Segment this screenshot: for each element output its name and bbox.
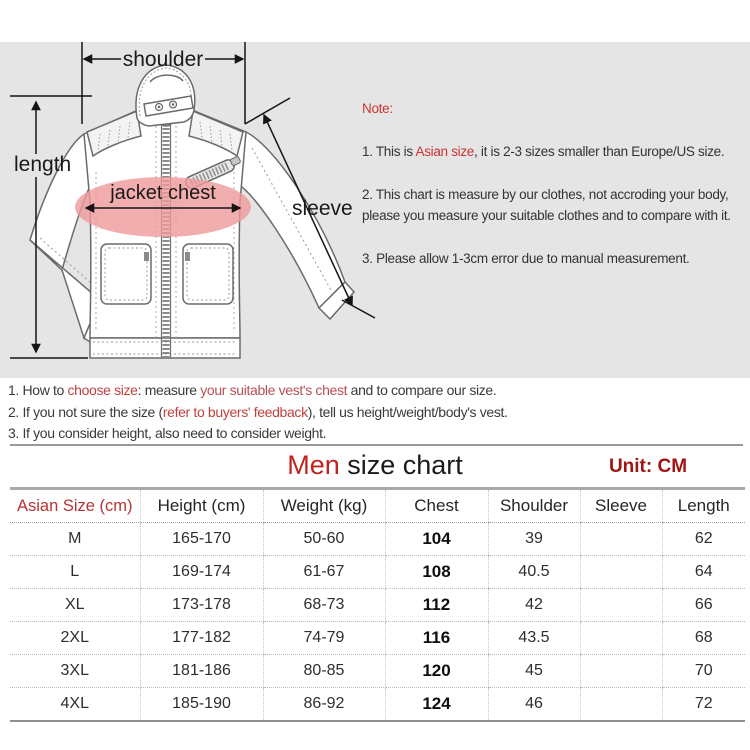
note-block	[362, 98, 746, 269]
cell-shoulder: 42	[488, 589, 580, 622]
cell-length: 72	[662, 688, 745, 722]
cell-height: 173-178	[140, 589, 263, 622]
cell-weight: 80-85	[263, 655, 385, 688]
column-header-length: Length	[662, 489, 745, 523]
column-header-weight: Weight (kg)	[263, 489, 385, 523]
cell-height: 169-174	[140, 556, 263, 589]
note-item-1-suffix: , it is 2-3 sizes smaller than Europe/US size.	[474, 144, 725, 159]
cell-chest: 104	[385, 523, 488, 556]
tips-item-1-seg1: 1. How to	[8, 382, 68, 398]
size-chart-table	[10, 487, 745, 722]
cell-weight: 68-73	[263, 589, 385, 622]
sleeve-label: sleeve	[292, 197, 353, 220]
header-row	[10, 489, 745, 523]
note-item-2-line2: please you measure your suitable clothes and to compare with it.	[362, 208, 731, 223]
cell-length: 70	[662, 655, 745, 688]
cell-chest: 120	[385, 655, 488, 688]
note-item-1-text: 1. This is	[362, 144, 416, 159]
cell-size: XL	[10, 589, 140, 622]
cell-size: 3XL	[10, 655, 140, 688]
cell-sleeve	[580, 523, 662, 556]
cell-length: 62	[662, 523, 745, 556]
cell-size: 4XL	[60, 695, 89, 712]
length-label: length	[14, 153, 72, 176]
tips-item-2-seg2: refer to buyers' feedback	[162, 403, 308, 420]
cell-size: L	[10, 556, 140, 589]
column-header-chest: Chest	[385, 489, 488, 523]
chart-title-rest: size chart	[339, 450, 463, 480]
note-item-1-highlight: Asian size	[415, 144, 475, 159]
tips-item-1-seg4: your suitable vest's chest	[200, 382, 348, 398]
cell-height: 165-170	[140, 523, 263, 556]
tips-item-2	[8, 402, 508, 424]
table-row	[10, 655, 745, 688]
cell-weight: 61-67	[263, 556, 385, 589]
cell-length: 64	[662, 556, 745, 589]
note-item-1	[362, 141, 746, 162]
note-item-2	[362, 184, 746, 226]
table-row	[10, 589, 745, 622]
tips-item-2-seg1: 2. If you not sure the size (	[8, 403, 163, 420]
table-row	[10, 622, 745, 655]
cell-sleeve	[580, 655, 662, 688]
tips-item-1	[8, 380, 508, 402]
cell-shoulder: 39	[488, 523, 580, 556]
cell-shoulder: 40.5	[488, 556, 580, 589]
note-heading: Note:	[362, 101, 393, 116]
cell-chest: 112	[385, 589, 488, 622]
table-row	[10, 556, 745, 589]
tips-list	[8, 380, 508, 445]
cell-size: 2XL	[10, 622, 140, 655]
column-header-height: Height (cm)	[140, 489, 263, 523]
chart-title-highlight: Men	[287, 450, 340, 480]
jacket-chest-label: jacket chest	[110, 182, 216, 204]
note-item-2-line1: 2. This chart is measure by our clothes, not accroding your body,	[362, 187, 729, 202]
cell-size: M	[10, 523, 140, 556]
section-divider	[10, 444, 743, 446]
tips-item-1-seg5: and to compare our size.	[347, 382, 497, 398]
cell-weight: 86-92	[263, 688, 385, 722]
cell-height: 185-190	[140, 688, 263, 722]
table-row	[10, 688, 745, 722]
cell-weight: 74-79	[263, 622, 385, 655]
cell-sleeve	[580, 688, 662, 722]
diagram-section	[0, 42, 750, 378]
cell-sleeve	[580, 589, 662, 622]
tips-item-1-seg3: : measure	[137, 382, 201, 398]
table-row	[10, 523, 745, 556]
tips-item-1-seg2: choose size	[67, 382, 138, 398]
cell-length: 66	[662, 589, 745, 622]
cell-sleeve	[580, 556, 662, 589]
tips-item-2-seg3: ), tell us height/weight/body's vest.	[307, 403, 508, 420]
shoulder-label: shoulder	[122, 48, 204, 71]
cell-sleeve	[580, 622, 662, 655]
cell-shoulder: 45	[488, 655, 580, 688]
cell-height: 181-186	[140, 655, 263, 688]
cell-height: 177-182	[140, 622, 263, 655]
column-header-sleeve: Sleeve	[580, 489, 662, 523]
cell-length: 68	[662, 622, 745, 655]
column-header-shoulder: Shoulder	[488, 489, 580, 523]
column-header-asian-size: Asian Size (cm)	[10, 489, 140, 523]
unit-label: Unit: CM	[608, 456, 688, 477]
cell-weight: 50-60	[263, 523, 385, 556]
cell-chest: 124	[385, 688, 488, 722]
cell-chest: 116	[385, 622, 488, 655]
cell-chest: 108	[385, 556, 488, 589]
cell-shoulder: 46	[488, 688, 580, 722]
cell-shoulder: 43.5	[488, 622, 580, 655]
note-item-3: 3. Please allow 1-3cm error due to manual measurement.	[362, 251, 690, 266]
tips-item-3: 3. If you consider height, also need to consider weight.	[8, 425, 327, 441]
